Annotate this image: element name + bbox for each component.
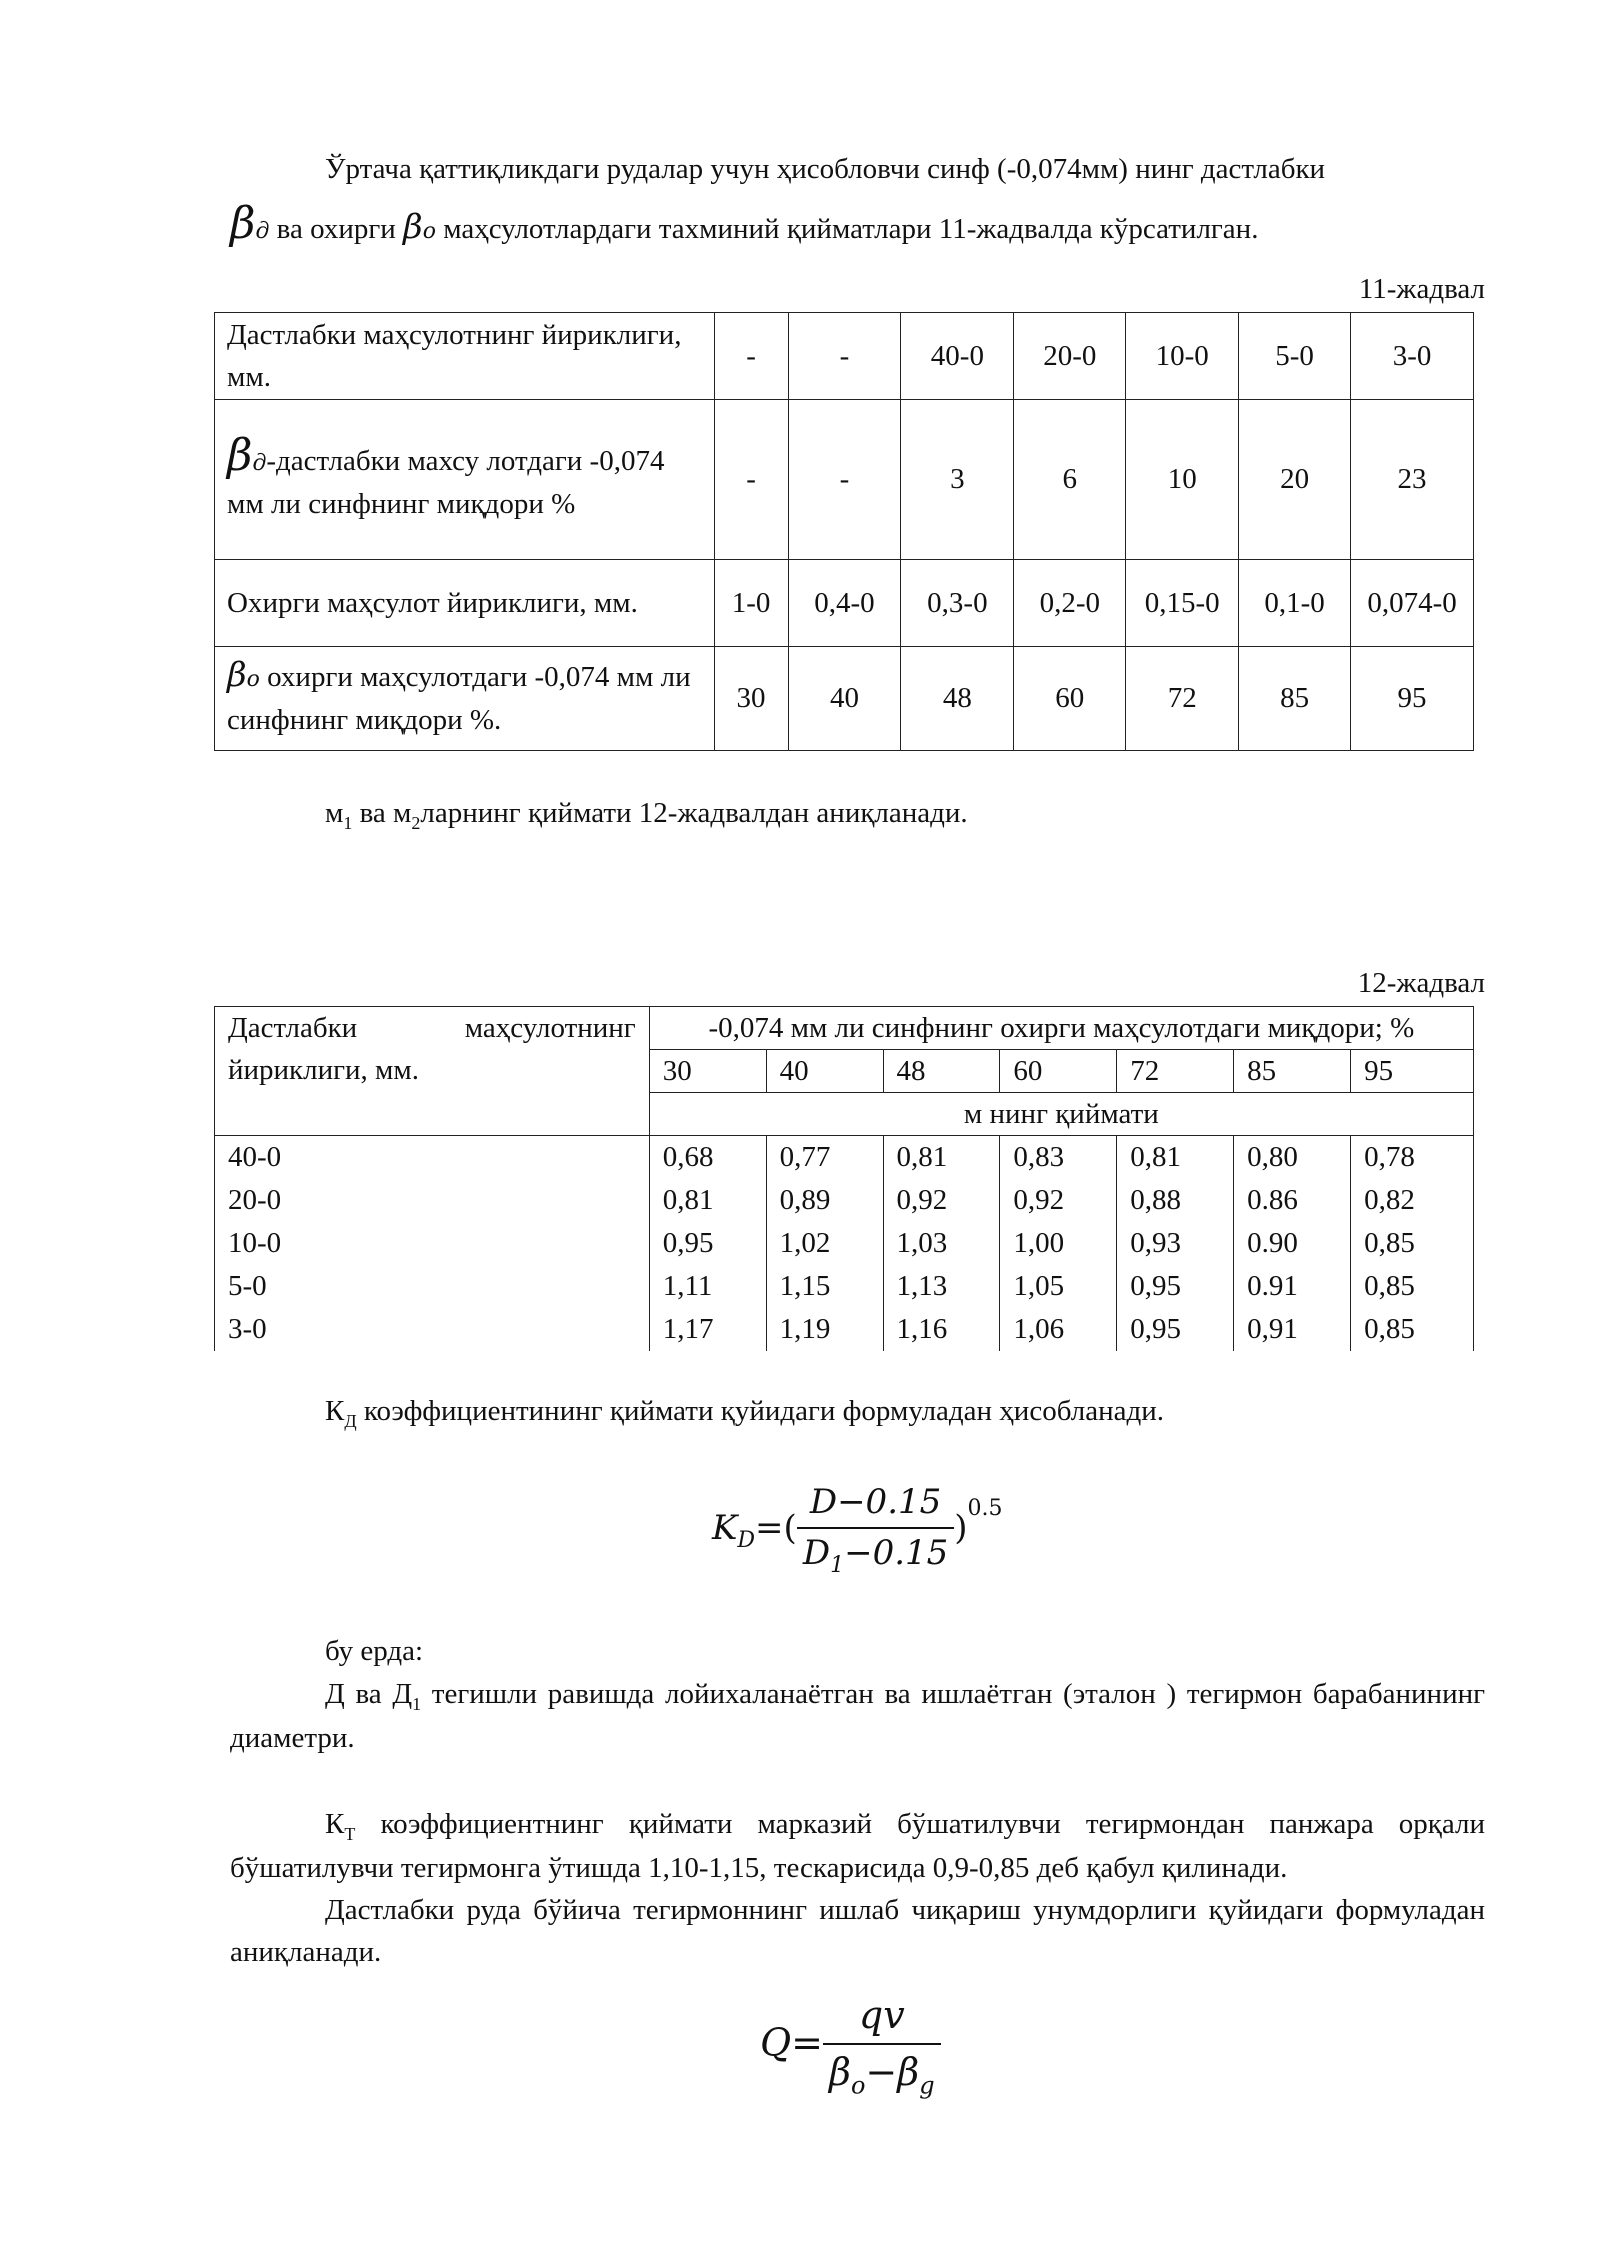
table-cell: 0,91 — [1247, 1313, 1298, 1346]
table-cell: 1,05 — [1013, 1270, 1065, 1303]
m-letter: м — [325, 797, 344, 829]
formula-q-eq: = — [791, 2020, 823, 2065]
table12-m-value-label: м нинг қиймати — [649, 1093, 1473, 1136]
where-d-subscript: 1 — [412, 1693, 422, 1714]
formula-kd-den-sub: 1 — [830, 1553, 845, 1579]
beta-d-symbol: β — [227, 430, 253, 482]
table12-col-header: 40 — [766, 1050, 883, 1093]
beta-d-subscript: д — [252, 451, 267, 477]
where-description — [230, 1673, 1485, 1759]
table-cell: 0,81 — [896, 1141, 948, 1174]
table-cell: 0,85 — [1364, 1313, 1415, 1346]
table-cell: 0,4-0 — [788, 560, 901, 647]
table12-col-header: 48 — [883, 1050, 1000, 1093]
formula-q-lhs: Q — [760, 2020, 792, 2065]
kd-sentence — [325, 1390, 1164, 1434]
formula-q-denominator — [823, 2045, 941, 2103]
table12-values-col-60 — [1000, 1136, 1117, 1352]
table-cell: 30 — [714, 647, 788, 751]
table-cell: 1-0 — [714, 560, 788, 647]
table-cell: 0,68 — [662, 1141, 714, 1174]
table11-beta-d-text: -дастлабки махсу лотдаги -0,074 мм ли синфнинг миқдори % — [227, 445, 665, 520]
table-cell: 72 — [1126, 647, 1239, 751]
table-cell: 10-0 — [1126, 313, 1239, 400]
kd-text: коэффициентининг қиймати қуйидаги формуладан ҳисобланади. — [363, 1395, 1164, 1427]
table-cell: 0,2-0 — [1014, 560, 1126, 647]
table-cell: 3 — [901, 400, 1014, 560]
m-values-sentence — [325, 792, 968, 836]
table12-head-top: -0,074 мм ли синфнинг охирги маҳсулотдаги миқдори; % — [649, 1007, 1473, 1050]
table11-label-beta-d — [215, 400, 715, 560]
formula-q-beta-g: β — [897, 2050, 920, 2095]
table12-size-label: 20-0 — [228, 1184, 282, 1217]
table-cell: 0,1-0 — [1239, 560, 1351, 647]
kd-subscript: Д — [344, 1410, 357, 1431]
m-and: ва — [359, 797, 386, 829]
table12-size-label: 40-0 — [228, 1141, 282, 1174]
table-cell: 1,06 — [1013, 1313, 1065, 1346]
table-12 — [214, 1006, 1474, 1351]
table11-caption: 11-жадвал — [1358, 273, 1485, 305]
table-cell: 0,85 — [1364, 1270, 1415, 1303]
table12-head-left-line2: йириклиги, мм. — [228, 1054, 420, 1087]
intro-rest: маҳсулотлардаги тахминий қийматлари 11-жадвалда кўрсатилган. — [443, 213, 1259, 245]
kt-letter: К — [325, 1808, 345, 1840]
capacity-text: Дастлабки руда бўйича тегирмоннинг ишлаб чиқариш унумдорлиги қуйидаги формуладан аниқланади. — [230, 1894, 1485, 1969]
table-cell: 1,19 — [779, 1313, 831, 1346]
table11-row-beta-d — [215, 400, 1474, 560]
intro-line-2 — [230, 198, 1490, 250]
table-cell: 1,15 — [779, 1270, 831, 1303]
m-rest: ларнинг қиймати 12-жадвалдан аниқланади. — [420, 797, 968, 829]
formula-kd-exponent: 0.5 — [967, 1495, 1003, 1521]
table12-body-row — [215, 1136, 1474, 1352]
formula-kd-den-rest: −0.15 — [844, 1533, 949, 1574]
formula-kd — [712, 1478, 1003, 1582]
table-cell: 40 — [788, 647, 901, 751]
formula-kd-eq: =( — [755, 1508, 797, 1548]
table-cell: 0,92 — [1013, 1184, 1065, 1217]
kd-letter: К — [325, 1395, 345, 1427]
beta-o-symbol: β — [403, 207, 423, 247]
m-letter: м — [393, 797, 412, 829]
table-cell: 0,83 — [1013, 1141, 1065, 1174]
table-cell: 23 — [1351, 400, 1474, 560]
formula-kd-numerator: D−0.15 — [797, 1478, 954, 1529]
table-cell: 0,3-0 — [901, 560, 1014, 647]
kt-paragraph — [230, 1803, 1485, 1889]
table12-values-col-95 — [1351, 1136, 1474, 1352]
table12-size-label: 3-0 — [228, 1313, 267, 1346]
formula-q-beta-o-sub: o — [850, 2071, 866, 2100]
table-cell: 0,82 — [1364, 1184, 1415, 1217]
formula-q-minus: − — [865, 2050, 898, 2095]
table-cell: 0,85 — [1364, 1227, 1415, 1260]
table-cell: 0,77 — [779, 1141, 831, 1174]
table11-row-input-size — [215, 313, 1474, 400]
table12-head-word-2: маҳсулотнинг — [464, 1012, 636, 1044]
table12-values-col-30 — [649, 1136, 766, 1352]
formula-q — [760, 1988, 941, 2103]
table-cell: 5-0 — [1239, 313, 1351, 400]
formula-q-numerator: qv — [823, 1988, 941, 2045]
table-cell: - — [714, 313, 788, 400]
table12-col-header: 60 — [1000, 1050, 1117, 1093]
intro-text: Ўртача қаттиқликдаги рудалар учун ҳисобловчи синф (-0,074мм) нинг дастлабки — [325, 153, 1326, 185]
beta-o-subscript: о — [246, 667, 260, 693]
table-cell: - — [788, 313, 901, 400]
formula-q-fraction — [823, 1988, 941, 2103]
table12-head-left — [215, 1007, 650, 1136]
table-cell: 20-0 — [1014, 313, 1126, 400]
table-cell: 0,95 — [1130, 1270, 1182, 1303]
table-cell: 1,17 — [662, 1313, 714, 1346]
formula-kd-den-d: D — [802, 1533, 831, 1574]
beta-o-subscript: о — [422, 219, 436, 244]
formula-kd-denominator — [797, 1529, 954, 1582]
table-cell: 1,02 — [779, 1227, 831, 1260]
table-cell: 1,13 — [896, 1270, 948, 1303]
formula-kd-lhs-sub: D — [737, 1527, 756, 1553]
where-d-text: тегишли равишда лойихаланаётган ва ишлаётган (эталон ) тегирмон барабанининг диаметри. — [230, 1678, 1486, 1754]
table-cell: 95 — [1351, 647, 1474, 751]
table-cell: 20 — [1239, 400, 1351, 560]
table-cell: 48 — [901, 647, 1014, 751]
table-cell: 0,81 — [1130, 1141, 1182, 1174]
table11-row-output-size — [215, 560, 1474, 647]
table-cell: 3-0 — [1351, 313, 1474, 400]
table12-head-word-1: Дастлабки — [228, 1012, 358, 1044]
formula-q-beta-g-sub: g — [919, 2071, 935, 2100]
table12-values-col-72 — [1117, 1136, 1234, 1352]
table-cell: 0,93 — [1130, 1227, 1182, 1260]
table-cell: 0,92 — [896, 1184, 948, 1217]
table11-row-beta-o — [215, 647, 1474, 751]
table12-size-column — [215, 1136, 650, 1352]
where-d-letters: Д ва Д — [325, 1678, 413, 1710]
table-cell: 10 — [1126, 400, 1239, 560]
table-cell: - — [788, 400, 901, 560]
table-cell: 0.86 — [1247, 1184, 1298, 1217]
table-cell: 0,15-0 — [1126, 560, 1239, 647]
table-cell: 0,88 — [1130, 1184, 1182, 1217]
table11-beta-o-text: охирги маҳсулотдаги -0,074 мм ли синфнинг миқдори %. — [227, 661, 691, 736]
table12-head-left-line1 — [228, 1007, 636, 1049]
table12-col-header: 85 — [1234, 1050, 1351, 1093]
table-cell: 0.90 — [1247, 1227, 1298, 1260]
capacity-paragraph — [230, 1889, 1485, 1973]
table12-values-col-40 — [766, 1136, 883, 1352]
table-11 — [214, 312, 1474, 751]
table-cell: 85 — [1239, 647, 1351, 751]
table-cell: 6 — [1014, 400, 1126, 560]
kt-subscript: Т — [344, 1823, 356, 1844]
m-subscript-2: 2 — [411, 812, 421, 833]
table-cell: 1,03 — [896, 1227, 948, 1260]
formula-kd-close: ) — [954, 1508, 968, 1548]
formula-kd-fraction — [797, 1478, 954, 1582]
formula-q-beta-o: β — [829, 2050, 851, 2095]
where-title: бу ерда: — [325, 1635, 424, 1667]
table-cell: 1,00 — [1013, 1227, 1065, 1260]
beta-d-subscript: д — [255, 219, 270, 244]
table-cell: 1,16 — [896, 1313, 948, 1346]
table12-size-label: 5-0 — [228, 1270, 267, 1303]
table-cell: 0,81 — [662, 1184, 714, 1217]
table-cell: 0.91 — [1247, 1270, 1298, 1303]
table11-label-beta-o — [215, 647, 715, 751]
beta-d-symbol: β — [230, 198, 256, 249]
table-cell: 0,80 — [1247, 1141, 1298, 1174]
table11-label-input-size: Дастлабки маҳсулотнинг йириклиги, мм. — [215, 313, 715, 400]
table12-col-header: 95 — [1351, 1050, 1474, 1093]
table12-size-label: 10-0 — [228, 1227, 282, 1260]
table-cell: 0,074-0 — [1351, 560, 1474, 647]
table-cell: 0,89 — [779, 1184, 831, 1217]
m-subscript-1: 1 — [343, 812, 353, 833]
table12-col-header: 30 — [649, 1050, 766, 1093]
table-cell: 1,11 — [662, 1270, 713, 1303]
table-cell: 0,95 — [1130, 1313, 1182, 1346]
table-cell: 0,95 — [662, 1227, 714, 1260]
table-cell: 0,78 — [1364, 1141, 1415, 1174]
table12-caption: 12-жадвал — [1357, 967, 1485, 999]
table12-header-row — [215, 1007, 1474, 1050]
table-cell: - — [714, 400, 788, 560]
formula-kd-lhs: K — [712, 1508, 738, 1548]
beta-o-symbol: β — [227, 655, 247, 696]
table12-col-header: 72 — [1117, 1050, 1234, 1093]
table12-values-col-85 — [1234, 1136, 1351, 1352]
table11-label-output-size: Охирги маҳсулот йириклиги, мм. — [215, 560, 715, 647]
table12-values-col-48 — [883, 1136, 1000, 1352]
kt-text: коэффициентнинг қиймати марказий бўшатилувчи тегирмондан панжара орқали бўшатилувчи тегирмонга ўтишда 1,10-1,15, тескарисида 0,9-0,85 деб қабул қилинади. — [230, 1808, 1486, 1884]
intro-and-final: ва охирги — [276, 213, 396, 245]
table-cell: 40-0 — [901, 313, 1014, 400]
intro-line-1 — [230, 148, 1485, 190]
table-cell: 60 — [1014, 647, 1126, 751]
